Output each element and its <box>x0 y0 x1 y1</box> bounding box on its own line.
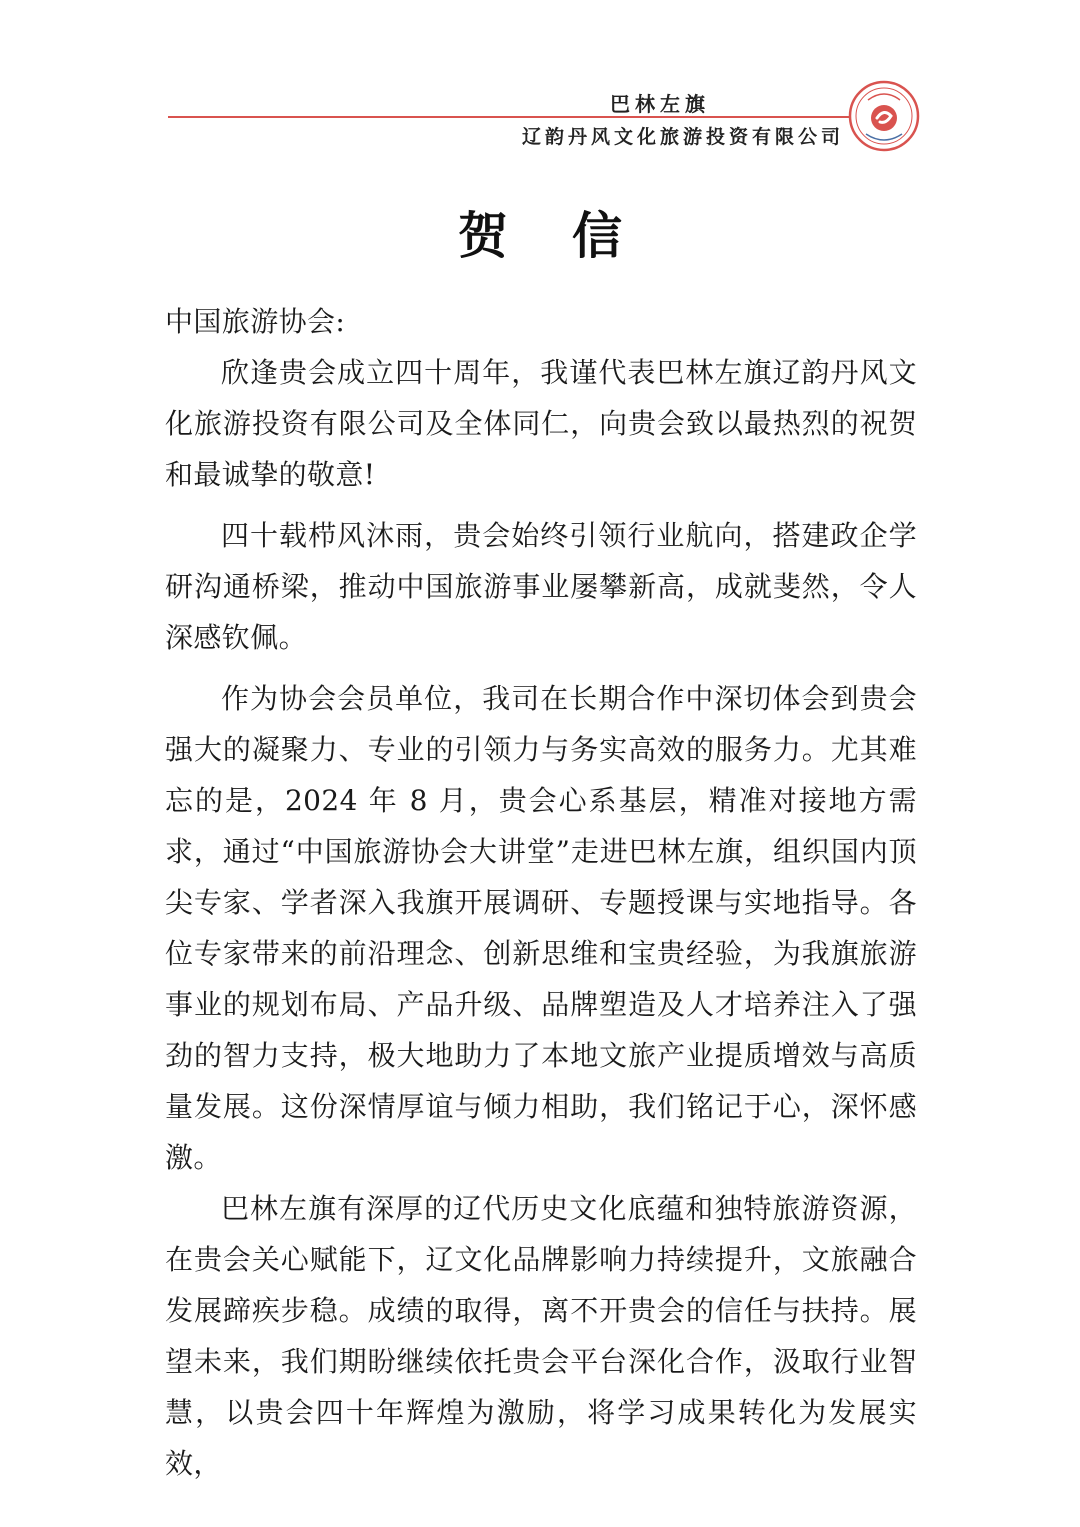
paragraph-2: 四十载栉风沐雨，贵会始终引领行业航向，搭建政企学研沟通桥梁，推动中国旅游事业屡攀新高，成就斐然，令人深感钦佩。 <box>165 519 917 654</box>
company-seal-logo-icon <box>846 78 922 154</box>
letterhead-company: 辽韵丹风文化旅游投资有限公司 <box>521 126 844 148</box>
title-char-1: 贺 <box>458 206 508 265</box>
title-char-2: 信 <box>572 206 622 265</box>
letterhead-divider <box>168 116 850 118</box>
paragraph-3: 作为协会会员单位，我司在长期合作中深切体会到贵会强大的凝聚力、专业的引领力与务实高效的服务力。尤其难忘的是，2024 年 8 月，贵会心系基层，精准对接地方需求，通过“中国旅游协会大讲堂”走进巴林左旗，组织国内顶尖专家、学者深入我旗开展调研、专题授课与实地指导。各位专家带来的前沿理念、创新思维和宝贵经验，为我旗旅游事业的规划布局、产品升级、品牌塑造及人才培养注入了强劲的智力支持，极大地助力了本地文旅产业提质增效与高质量发展。这份深情厚谊与倾力相助，我们铭记于心，深怀感激。 <box>165 682 917 1174</box>
paragraph-4: 巴林左旗有深厚的辽代历史文化底蕴和独特旅游资源，在贵会关心赋能下，辽文化品牌影响力持续提升，文旅融合发展蹄疾步稳。成绩的取得，离不开贵会的信任与扶持。展望未来，我们期盼继续依托贵会平台深化合作，汲取行业智慧，以贵会四十年辉煌为激励，将学习成果转化为发展实效， <box>165 1192 917 1480</box>
paragraph-1: 欣逢贵会成立四十周年，我谨代表巴林左旗辽韵丹风文化旅游投资有限公司及全体同仁，向贵会致以最热烈的祝贺和最诚挚的敬意! <box>165 356 917 491</box>
letter-body <box>165 296 917 1489</box>
salutation: 中国旅游协会: <box>165 305 346 338</box>
letterhead <box>0 0 1080 160</box>
letterhead-region: 巴林左旗 <box>610 92 710 116</box>
page-title <box>0 196 1080 268</box>
